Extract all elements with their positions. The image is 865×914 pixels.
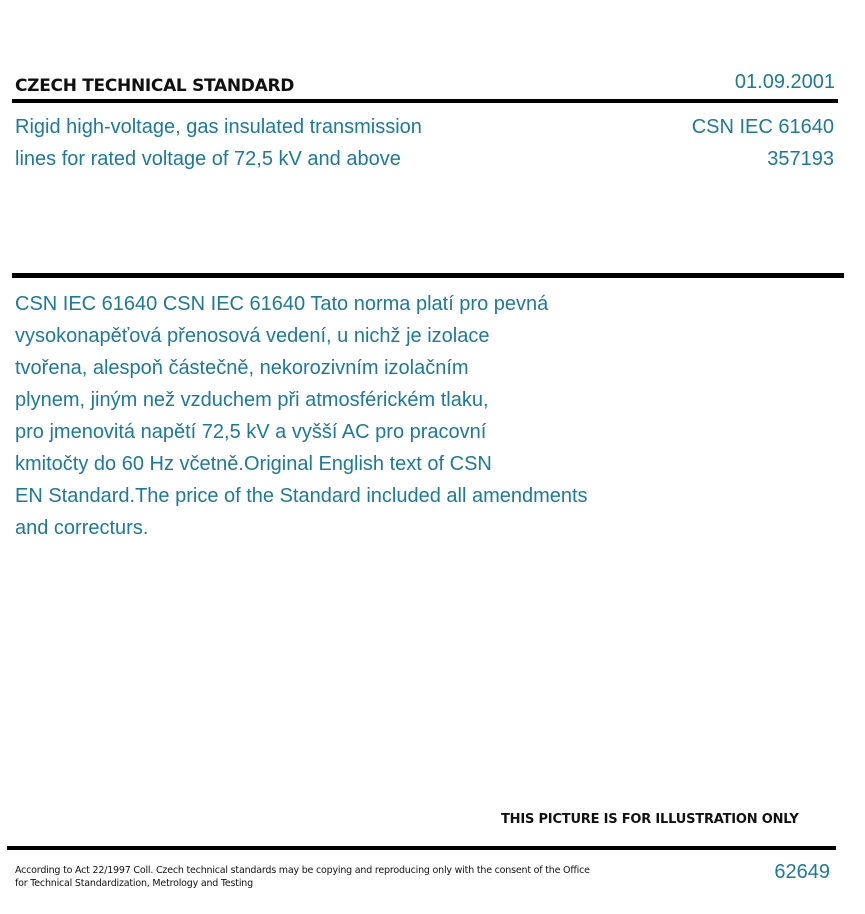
catalog-number: 357193 (767, 148, 834, 170)
description-line: tvořena, alespoň částečně, nekorozivním izolačním (15, 357, 469, 379)
standard-number: CSN IEC 61640 (691, 116, 834, 138)
legal-notice-line-1: According to Act 22/1997 Coll. Czech technical standards may be copying and reproducing only with the consent of the Office (15, 865, 590, 876)
description-line: plynem, jiným než vzduchem při atmosférickém tlaku, (15, 389, 489, 411)
legal-notice (15, 864, 590, 890)
footer-divider (7, 846, 836, 850)
description-line: and correcturs. (15, 517, 149, 539)
header-divider (12, 99, 838, 103)
legal-notice-line-2: for Technical Standardization, Metrology and Testing (15, 878, 253, 889)
description-line: EN Standard.The price of the Standard included all amendments (15, 485, 588, 507)
document-id-number: 62649 (774, 861, 830, 883)
standard-title-line-1: Rigid high-voltage, gas insulated transmission (15, 116, 422, 138)
publication-date: 01.09.2001 (734, 71, 835, 93)
standard-title-line-2: lines for rated voltage of 72,5 kV and above (15, 148, 401, 170)
description-line: kmitočty do 60 Hz včetně.Original English text of CSN (15, 453, 492, 475)
description-line: pro jmenovitá napětí 72,5 kV a vyšší AC pro pracovní (15, 421, 487, 443)
illustration-notice: THIS PICTURE IS FOR ILLUSTRATION ONLY (501, 812, 799, 827)
title-divider (12, 273, 844, 278)
description-line: CSN IEC 61640 CSN IEC 61640 Tato norma platí pro pevná (15, 293, 549, 315)
description-block (15, 288, 640, 544)
description-line: vysokonapěťová přenosová vedení, u nichž je izolace (15, 325, 490, 347)
document-type-label: CZECH TECHNICAL STANDARD (15, 76, 295, 96)
